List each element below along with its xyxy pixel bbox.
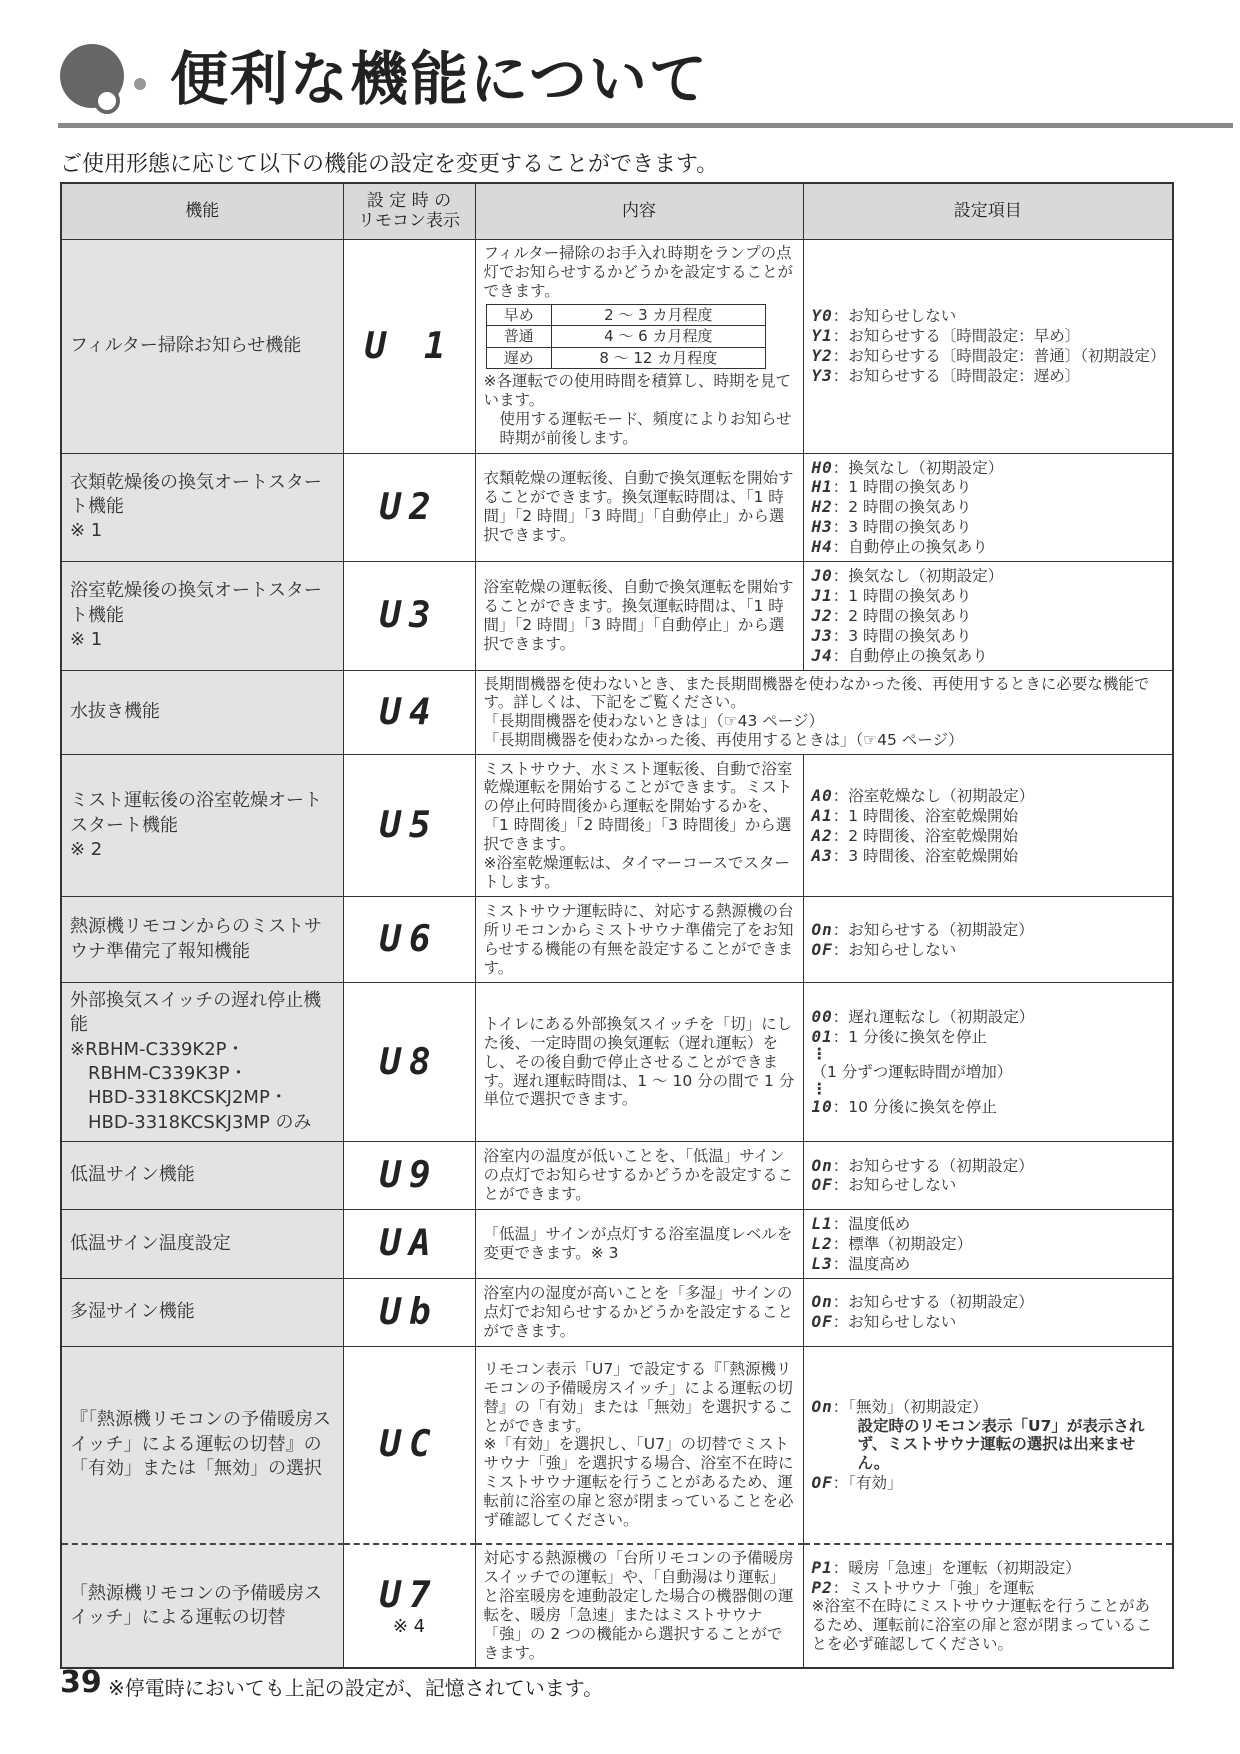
setting-code: A3	[811, 845, 833, 865]
setting-text: ：自動停止の換気あり	[832, 646, 988, 665]
setting-line	[812, 786, 1165, 806]
setting-text: ：「有効」	[832, 1474, 903, 1493]
setting-warning: 設定時のリモコン表示「U7」が表示されず、ミストサウナ運転の選択は出来ません。	[857, 1416, 1145, 1473]
setting-code: J3	[811, 625, 833, 645]
settings-cell	[803, 1209, 1173, 1278]
table-row	[61, 897, 1173, 983]
setting-line	[812, 326, 1165, 346]
setting-code: On	[811, 1396, 833, 1416]
func-note: RBHM-C339K3P・	[88, 1063, 248, 1085]
setting-text: ：お知らせする（初期設定）	[832, 1156, 1034, 1175]
table-row	[61, 1278, 1173, 1346]
setting-code: J1	[811, 585, 833, 605]
page-reference: 「長期間機器を使わなかった後、再使用するときは」（☞45 ページ）	[483, 731, 964, 750]
table-row	[61, 1141, 1173, 1209]
setting-line	[812, 1473, 1165, 1493]
content-cell: 「低温」サインが点灯する浴室温度レベルを変更できます。※ 3	[475, 1209, 803, 1278]
setting-text: ：お知らせしない	[832, 1313, 957, 1332]
table-row	[61, 1544, 1173, 1667]
content-cell	[475, 239, 803, 453]
settings-cell	[803, 755, 1173, 897]
subtable-value: 2 〜 3 カ月程度	[552, 305, 765, 326]
setting-line	[812, 1175, 1165, 1195]
func-cell: 低温サイン機能	[61, 1141, 343, 1209]
display-code: U 1	[364, 325, 454, 367]
setting-line	[812, 1062, 1165, 1082]
func-cell	[61, 562, 343, 671]
func-cell	[61, 983, 343, 1142]
func-note: ※ 1	[70, 520, 103, 542]
vertical-dots-icon: ⋮	[811, 1044, 827, 1063]
setting-code: A0	[811, 785, 833, 805]
disp-cell	[343, 1209, 475, 1278]
footer-note: ※停電時においても上記の設定が、記憶されています。	[108, 1676, 604, 1700]
setting-code: H0	[811, 457, 833, 477]
content-text: 長期間機器を使わないとき、また長期間機器を使わなかった後、再使用するときに必要な機能です。詳しくは、下記をご覧ください。	[483, 674, 1150, 712]
setting-line	[812, 606, 1165, 626]
setting-text: ：標準（初期設定）	[832, 1234, 973, 1253]
setting-text: ：浴室乾燥なし（初期設定）	[832, 786, 1035, 805]
content-text: リモコン表示「U7」で設定する『「熱源機リモコンの予備暖房スイッチ」による運転の切替』の「有効」または「無効」を選択することができます。	[483, 1359, 794, 1435]
table-row	[61, 670, 1173, 755]
setting-line	[812, 537, 1165, 557]
setting-code: OF	[811, 1175, 833, 1195]
subtable-row	[486, 305, 765, 326]
setting-line	[812, 346, 1165, 366]
disp-cell	[343, 1278, 475, 1346]
header-disp-line1: 設 定 時 の	[366, 190, 452, 211]
setting-line	[812, 586, 1165, 606]
table-row	[61, 1209, 1173, 1278]
header-disp-line2: リモコン表示	[358, 211, 460, 232]
display-code: U3	[379, 595, 439, 637]
func-cell: 低温サイン温度設定	[61, 1209, 343, 1278]
setting-line	[812, 1214, 1165, 1234]
display-code: U5	[379, 805, 439, 847]
disp-cell	[343, 670, 475, 755]
content-cell: 対応する熱源機の「台所リモコンの予備暖房スイッチでの運転」や、「自動湯はり運転」と浴室暖房を連動設定した場合の機器側の運転を、暖房「急速」またはミストサウナ「強」の 2 つの機能から選択することができます。	[475, 1544, 803, 1667]
setting-text: ：1 時間の換気あり	[832, 478, 972, 497]
setting-note: ※浴室不在時にミストサウナ運転を行うことがあるため、運転前に浴室の扉と窓が閉まっていることを必ず確認してください。	[811, 1597, 1152, 1654]
table-header-row	[61, 183, 1173, 239]
setting-code: OF	[811, 1312, 833, 1332]
setting-text: ：お知らせする（初期設定）	[832, 1293, 1034, 1312]
setting-text: ：温度高め	[832, 1254, 911, 1273]
content-cell: トイレにある外部換気スイッチを「切」にした後、一定時間の換気運転（遅れ運転）をし、その後自動で停止させることができます。遅れ運転時間は、1 〜 10 分の間で 1 分単位で選択できます。	[475, 983, 803, 1142]
content-cell: ミストサウナ運転時に、対応する熱源機の台所リモコンからミストサウナ準備完了をお知らせする機能の有無を設定することができます。	[475, 897, 803, 983]
table-row	[61, 562, 1173, 671]
disp-cell	[343, 897, 475, 983]
table-row	[61, 983, 1173, 1142]
setting-text: ：10 分後に換気を停止	[832, 1098, 997, 1117]
func-note: HBD-3318KCSKJ3MP のみ	[88, 1111, 312, 1133]
display-code: U7	[379, 1574, 439, 1616]
content-cell: 衣類乾燥の運転後、自動で換気運転を開始することができます。換気運転時間は、「1 時間」「2 時間」「3 時間」「自動停止」から選択できます。	[475, 453, 803, 562]
setting-code: Y1	[811, 326, 833, 346]
setting-line	[812, 1097, 1165, 1117]
setting-text: ：お知らせしない	[832, 1176, 957, 1195]
setting-text: ：お知らせする（初期設定）	[832, 920, 1034, 939]
settings-cell	[803, 453, 1173, 562]
page-reference: 「長期間機器を使わないときは」（☞43 ページ）	[483, 712, 824, 731]
setting-line	[812, 626, 1165, 646]
func-note: ※ 2	[70, 838, 103, 860]
table-row	[61, 1346, 1173, 1544]
disp-cell	[343, 239, 475, 453]
subtable-row	[486, 326, 765, 347]
setting-line	[812, 477, 1165, 497]
display-code: U8	[379, 1041, 439, 1083]
setting-code: H2	[811, 497, 833, 517]
func-cell: フィルター掃除お知らせ機能	[61, 239, 343, 453]
header-content: 内容	[475, 183, 803, 239]
content-note: ※「有効」を選択し、「U7」の切替でミストサウナ「強」を選択する場合、浴室不在時にミストサウナ運転を行うことがあるため、運転前に浴室の扉と窓が閉まっていることを必ず確認してください。	[483, 1435, 794, 1530]
disp-cell	[343, 562, 475, 671]
setting-line	[812, 940, 1165, 960]
setting-line	[812, 1156, 1165, 1176]
table-row	[61, 453, 1173, 562]
setting-line	[812, 1578, 1165, 1598]
setting-text: ：換気なし（初期設定）	[832, 458, 1004, 477]
setting-text: ：「無効」（初期設定）	[832, 1397, 988, 1416]
setting-code: 00	[811, 1006, 833, 1026]
setting-line	[812, 846, 1165, 866]
func-text: 浴室乾燥後の換気オートスタート機能	[70, 580, 322, 626]
subtable-label: 遅め	[486, 347, 552, 368]
vertical-dots-icon: ⋮	[811, 1079, 827, 1098]
setting-code: H3	[811, 517, 833, 537]
disp-cell	[343, 983, 475, 1142]
setting-text: ：お知らせしない	[832, 940, 957, 959]
display-code: UA	[379, 1223, 439, 1265]
func-cell: 『「熱源機リモコンの予備暖房スイッチ」による運転の切替』の「有効」または「無効」の選択	[61, 1346, 343, 1544]
table-row	[61, 239, 1173, 453]
setting-line	[812, 497, 1165, 517]
setting-line	[812, 566, 1165, 586]
disp-cell	[343, 1141, 475, 1209]
content-note: ※浴室乾燥運転は、タイマーコースでスタートします。	[483, 854, 790, 891]
setting-text: ：自動停止の換気あり	[832, 538, 988, 557]
setting-code: OF	[811, 1473, 833, 1493]
subtable-value: 4 〜 6 カ月程度	[552, 326, 765, 347]
setting-text: ：お知らせしない	[832, 307, 957, 326]
decorative-ring-icon	[94, 88, 120, 114]
setting-text: ：ミストサウナ「強」を運転	[832, 1578, 1035, 1597]
display-code: U4	[379, 691, 439, 733]
setting-line	[812, 826, 1165, 846]
setting-line	[812, 920, 1165, 940]
setting-line	[812, 1234, 1165, 1254]
settings-cell	[803, 562, 1173, 671]
func-cell: 多湿サイン機能	[61, 1278, 343, 1346]
setting-text: ：お知らせする〔時間設定：遅め〕	[832, 366, 1081, 385]
setting-code: L3	[811, 1253, 833, 1273]
setting-text: ：暖房「急速」を運転（初期設定）	[832, 1558, 1081, 1577]
func-cell	[61, 453, 343, 562]
func-cell: 「熱源機リモコンの予備暖房スイッチ」による運転の切替	[61, 1544, 343, 1667]
setting-line	[812, 1558, 1165, 1578]
content-cell	[475, 670, 1173, 755]
page-title: 便利な機能について	[170, 45, 709, 113]
header-disp	[343, 183, 475, 239]
func-text: 衣類乾燥後の換気オートスタート機能	[70, 471, 322, 518]
setting-line	[812, 1397, 1165, 1417]
setting-line	[812, 1007, 1165, 1027]
setting-text: ：3 時間の換気あり	[832, 626, 972, 645]
content-cell: 浴室内の湿度が高いことを「多湿」サインの点灯でお知らせするかどうかを設定することができます。	[475, 1278, 803, 1346]
setting-line	[812, 1292, 1165, 1312]
func-cell	[61, 755, 343, 897]
setting-code: 10	[811, 1097, 833, 1117]
display-code: U9	[379, 1154, 439, 1196]
setting-text: （1 分ずつ運転時間が増加）	[811, 1063, 1013, 1082]
content-note: ※各運転での使用時間を積算し、時期を見ています。	[483, 371, 791, 409]
func-cell: 水抜き機能	[61, 670, 343, 755]
interval-subtable	[486, 304, 766, 369]
func-note: HBD-3318KCSKJ2MP・	[88, 1087, 288, 1109]
subtable-label: 普通	[486, 326, 552, 347]
display-code: UC	[379, 1424, 439, 1466]
setting-line	[812, 458, 1165, 478]
func-text: 外部換気スイッチの遅れ停止機能	[70, 990, 322, 1036]
setting-code: OF	[811, 939, 833, 959]
content-cell: 浴室乾燥の運転後、自動で換気運転を開始することができます。換気運転時間は、「1 時間」「2 時間」「3 時間」「自動停止」から選択できます。	[475, 562, 803, 671]
func-text: ミスト運転後の浴室乾燥オートスタート機能	[70, 790, 322, 836]
content-note: 使用する運転モード、頻度によりお知らせ時期が前後します。	[499, 409, 792, 447]
display-code: U2	[379, 486, 439, 528]
setting-text: ：お知らせする〔時間設定：早め〕	[832, 327, 1081, 346]
decorative-dot-icon	[134, 78, 146, 90]
setting-text: ：3 時間の換気あり	[832, 518, 972, 537]
title-rule	[58, 123, 1233, 128]
page-number: 39	[60, 1665, 102, 1700]
page-header	[58, 44, 1233, 128]
setting-line	[812, 1312, 1165, 1332]
setting-code: J2	[811, 605, 833, 625]
subtable-value: 8 〜 12 カ月程度	[552, 347, 765, 368]
setting-line	[812, 1254, 1165, 1274]
subtable-label: 早め	[486, 305, 552, 326]
setting-text: ：1 時間後、浴室乾燥開始	[832, 806, 1019, 825]
setting-line	[812, 806, 1165, 826]
content-cell: 浴室内の温度が低いことを、「低温」サインの点灯でお知らせするかどうかを設定することができます。	[475, 1141, 803, 1209]
settings-cell	[803, 1141, 1173, 1209]
content-text: フィルター掃除のお手入れ時期をランプの点灯でお知らせするかどうかを設定することができます。	[483, 244, 794, 301]
setting-text: ：遅れ運転なし（初期設定）	[832, 1007, 1035, 1026]
setting-text: ：2 時間の換気あり	[832, 606, 972, 625]
settings-cell	[803, 1544, 1173, 1667]
setting-code: On	[811, 1155, 833, 1175]
content-cell	[475, 755, 803, 897]
header-func: 機能	[61, 183, 343, 239]
display-code: Ub	[379, 1291, 439, 1333]
settings-cell	[803, 983, 1173, 1142]
func-cell: 熱源機リモコンからのミストサウナ準備完了報知機能	[61, 897, 343, 983]
setting-text: ：2 時間の換気あり	[832, 498, 972, 517]
setting-code: Y0	[811, 306, 833, 326]
setting-code: H1	[811, 477, 833, 497]
disp-cell	[343, 453, 475, 562]
disp-cell	[343, 755, 475, 897]
settings-cell	[803, 1346, 1173, 1544]
settings-cell	[803, 897, 1173, 983]
setting-text: ：1 分後に換気を停止	[832, 1027, 988, 1046]
setting-code: 01	[811, 1026, 833, 1046]
disp-cell	[343, 1346, 475, 1544]
setting-text: ：お知らせする〔時間設定：普通〕（初期設定）	[832, 347, 1166, 365]
settings-cell	[803, 1278, 1173, 1346]
page-subtitle: ご使用形態に応じて以下の機能の設定を変更することができます。	[60, 152, 719, 177]
func-note: ※RBHM-C339K2P・	[70, 1038, 245, 1060]
setting-line	[812, 517, 1165, 537]
setting-text: ：温度低め	[832, 1214, 911, 1233]
setting-code: On	[811, 919, 833, 939]
setting-code: J4	[811, 645, 833, 665]
setting-text: ：3 時間後、浴室乾燥開始	[832, 846, 1019, 865]
setting-code: A1	[811, 805, 833, 825]
display-code: U6	[379, 919, 439, 961]
setting-line	[812, 646, 1165, 666]
setting-code: H4	[811, 537, 833, 557]
setting-line	[812, 306, 1165, 326]
subtable-row	[486, 347, 765, 368]
setting-code: J0	[811, 566, 833, 586]
setting-text: ：1 時間の換気あり	[832, 586, 972, 605]
setting-text: ：換気なし（初期設定）	[832, 567, 1004, 586]
setting-line	[812, 1027, 1165, 1047]
setting-code: L2	[811, 1233, 833, 1253]
content-text: ミストサウナ、水ミスト運転後、自動で浴室乾燥運転を開始することができます。ミストの停止何時間後から運転を開始するかを、「1 時間後」「2 時間後」「3 時間後」から選択できます。	[483, 759, 793, 854]
content-cell	[475, 1346, 803, 1544]
setting-text: ：2 時間後、浴室乾燥開始	[832, 826, 1019, 845]
setting-code: On	[811, 1292, 833, 1312]
setting-code: Y3	[811, 365, 833, 385]
display-note: ※ 4	[392, 1615, 426, 1637]
functions-table	[60, 182, 1174, 1669]
settings-cell	[803, 239, 1173, 453]
setting-code: Y2	[811, 346, 833, 365]
setting-code: P1	[811, 1557, 833, 1577]
setting-code: L1	[811, 1213, 833, 1233]
func-note: ※ 1	[70, 628, 103, 650]
table-row	[61, 755, 1173, 897]
setting-code: A2	[811, 825, 833, 845]
header-settings: 設定項目	[803, 183, 1173, 239]
setting-code: P2	[811, 1577, 833, 1597]
disp-cell	[343, 1544, 475, 1667]
setting-line	[812, 366, 1165, 386]
